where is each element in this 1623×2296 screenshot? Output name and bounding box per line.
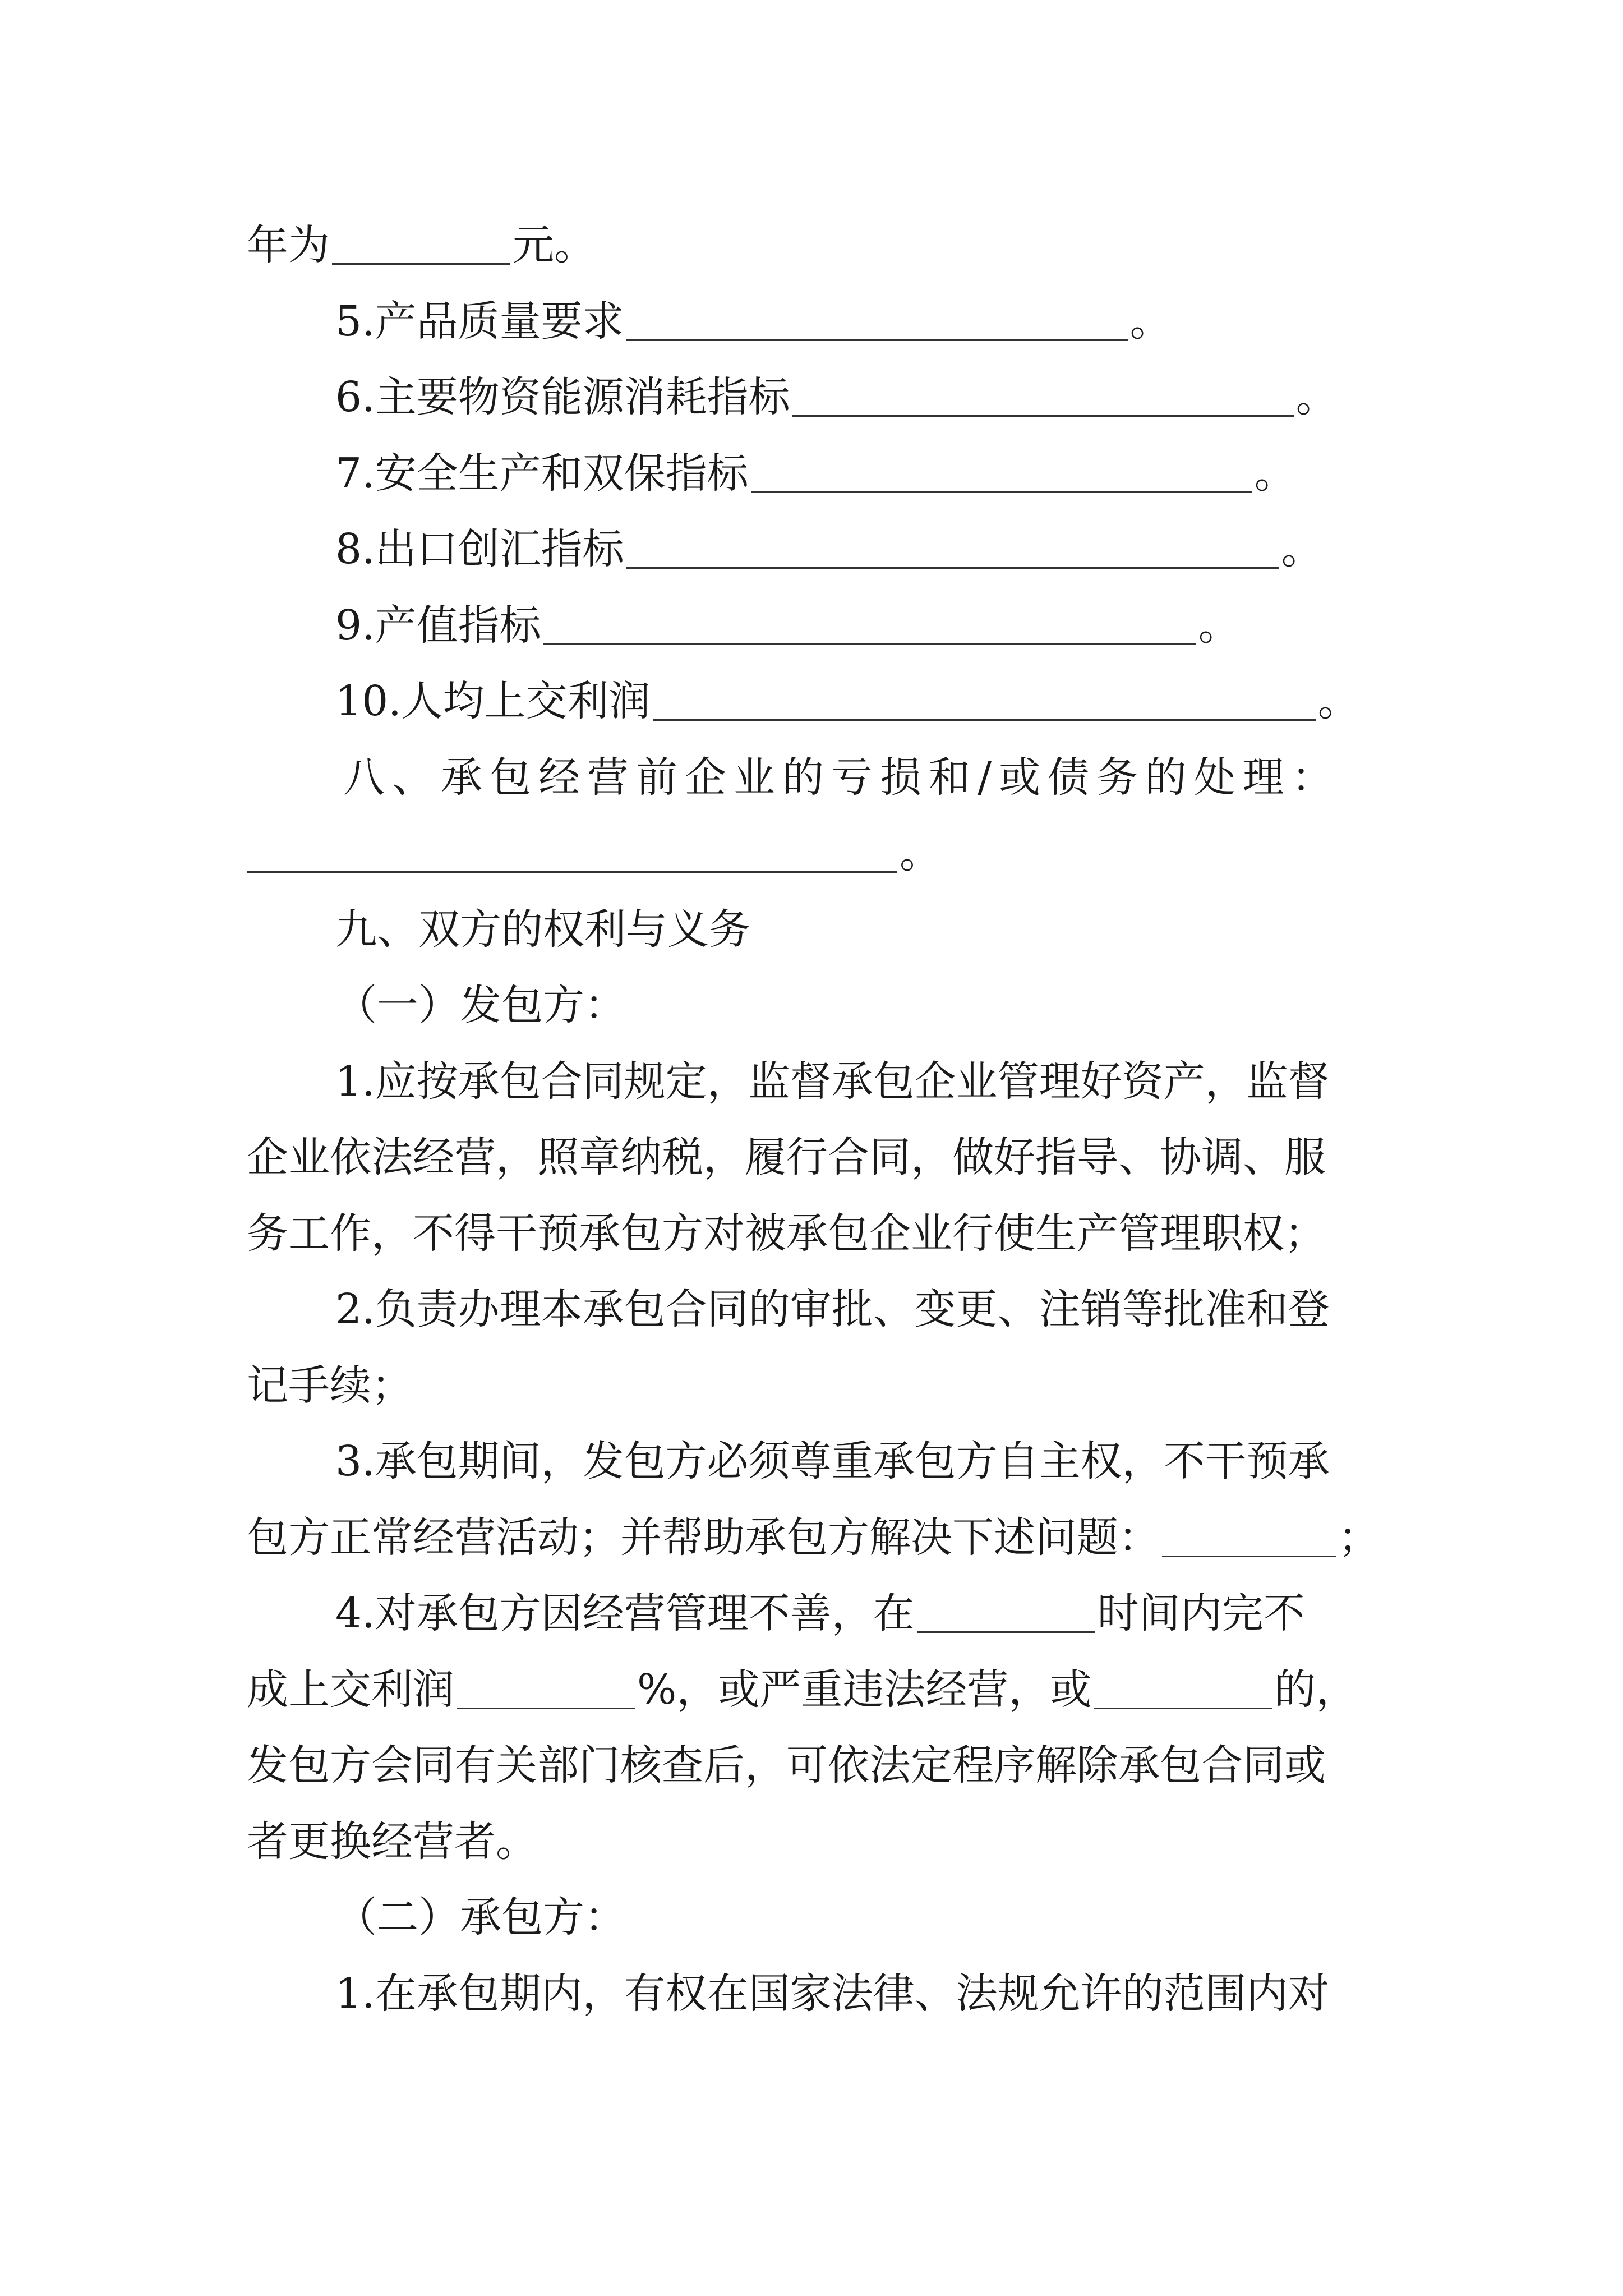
line-text: 年为 bbox=[247, 221, 330, 269]
line-text: 。 bbox=[1254, 449, 1296, 498]
text-line bbox=[247, 820, 1391, 887]
line-text: 1.应按承包合同规定，监督承包企业管理好资产，监督 bbox=[335, 1057, 1330, 1106]
text-line bbox=[247, 1808, 1391, 1875]
subsection-heading bbox=[335, 1884, 1391, 1951]
text-line bbox=[247, 1732, 1391, 1799]
line-text: 。 bbox=[1198, 601, 1240, 650]
text-line bbox=[247, 1656, 1391, 1723]
line-text: 成上交利润 bbox=[247, 1665, 454, 1714]
line-text: 2.负责办理本承包合同的审批、变更、注销等批准和登 bbox=[335, 1285, 1330, 1333]
text-line bbox=[335, 440, 1391, 507]
text-line bbox=[335, 288, 1391, 355]
text-line bbox=[335, 668, 1391, 735]
line-text: 务工作，不得干预承包方对被承包企业行使生产管理职权； bbox=[247, 1209, 1326, 1258]
text-line bbox=[335, 364, 1391, 431]
text-line bbox=[335, 1276, 1391, 1343]
line-text: 元。 bbox=[513, 221, 596, 269]
line-text: 9.产值指标 bbox=[335, 601, 541, 650]
text-line bbox=[335, 1048, 1391, 1115]
line-text: 10.人均上交利润 bbox=[335, 677, 651, 725]
fill-in-blank bbox=[1094, 1707, 1272, 1709]
line-text: 。 bbox=[1317, 677, 1359, 725]
line-text: 包方正常经营活动；并帮助承包方解决下述问题： bbox=[247, 1513, 1160, 1562]
subsection-heading bbox=[335, 972, 1391, 1039]
fill-in-blank bbox=[457, 1707, 635, 1709]
section-heading bbox=[343, 744, 1399, 811]
line-text: （一）发包方： bbox=[335, 981, 626, 1029]
text-line bbox=[335, 1580, 1391, 1647]
line-text: 企业依法经营，照章纳税，履行合同，做好指导、协调、服 bbox=[247, 1133, 1326, 1181]
line-text: 时间内完不 bbox=[1097, 1589, 1305, 1637]
line-text: 。 bbox=[1281, 525, 1323, 573]
line-text: 4.对承包方因经营管理不善，在 bbox=[335, 1589, 915, 1637]
line-text: 。 bbox=[1295, 373, 1338, 421]
line-text: 6.主要物资能源消耗指标 bbox=[335, 373, 790, 421]
text-line bbox=[247, 211, 1391, 279]
line-text: 八、承包经营前企业的亏损和/或债务的处理： bbox=[343, 753, 1340, 802]
line-text: 8.出口创汇指标 bbox=[335, 525, 624, 573]
line-text: 。 bbox=[1129, 297, 1172, 346]
text-line bbox=[247, 1504, 1391, 1571]
fill-in-blank bbox=[1162, 1555, 1336, 1557]
line-text: 7.安全生产和双保指标 bbox=[335, 449, 749, 498]
text-line bbox=[335, 592, 1391, 659]
fill-in-blank bbox=[543, 643, 1196, 645]
line-text: （二）承包方： bbox=[335, 1893, 626, 1941]
line-text: 5.产品质量要求 bbox=[335, 297, 624, 346]
text-line bbox=[335, 1960, 1391, 2027]
fill-in-blank bbox=[792, 415, 1294, 417]
text-line bbox=[247, 1200, 1391, 1267]
line-text: 。 bbox=[900, 829, 941, 877]
fill-in-blank bbox=[626, 567, 1279, 569]
line-text: 者更换经营者。 bbox=[247, 1818, 537, 1866]
text-line bbox=[335, 516, 1391, 583]
fill-in-blank bbox=[332, 263, 510, 265]
line-text: 记手续； bbox=[247, 1361, 413, 1410]
line-text: %，或严重违法经营，或 bbox=[637, 1665, 1092, 1714]
line-text: 九、双方的权利与义务 bbox=[335, 905, 750, 954]
line-text: 3.承包期间，发包方必须尊重承包方自主权，不干预承 bbox=[335, 1437, 1330, 1485]
text-line bbox=[247, 1124, 1391, 1191]
line-text: 的， bbox=[1274, 1665, 1358, 1714]
line-text: ； bbox=[1338, 1513, 1380, 1562]
fill-in-blank bbox=[247, 871, 897, 873]
fill-in-blank bbox=[917, 1631, 1095, 1633]
fill-in-blank bbox=[751, 491, 1252, 493]
line-text: 发包方会同有关部门核查后，可依法定程序解除承包合同或 bbox=[247, 1741, 1326, 1789]
line-text: 1.在承包期内，有权在国家法律、法规允许的范围内对 bbox=[335, 1970, 1330, 2018]
fill-in-blank bbox=[653, 719, 1316, 721]
text-line bbox=[335, 1428, 1391, 1495]
text-line bbox=[247, 1352, 1391, 1419]
fill-in-blank bbox=[626, 339, 1128, 341]
section-heading bbox=[335, 896, 1391, 963]
